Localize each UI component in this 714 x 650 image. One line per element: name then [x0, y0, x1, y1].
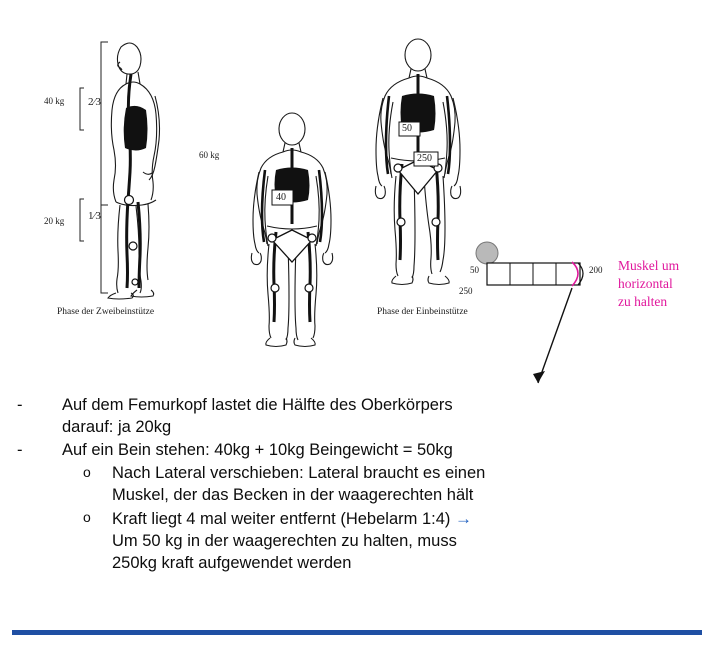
annotation-muskel-line2: horizontal [618, 276, 673, 291]
bullet-line1: Auf ein Bein stehen: 40kg + 10kg Beingewicht = 50kg [62, 440, 453, 459]
label-weight-top-left: 40 kg [44, 96, 65, 106]
sub-bullet-marker: o [83, 463, 91, 480]
annotation-muskel-line3: zu halten [618, 294, 668, 309]
label-right-figure-box-lower: 250 [417, 153, 432, 164]
bullet-item [0, 395, 714, 439]
figure-side-view [108, 43, 160, 299]
bullet-marker: - [17, 440, 23, 459]
arrow-icon: → [454, 508, 472, 528]
label-weight-bottom-left: 20 kg [44, 216, 65, 226]
bottom-rule [12, 630, 702, 635]
label-fraction-top: 2⁄3 [88, 96, 101, 108]
scale-bracket-icon [80, 42, 108, 293]
label-middle-figure-box: 40 [276, 192, 286, 203]
lever-diagram [476, 242, 583, 383]
label-weight-center: 60 kg [199, 150, 220, 160]
sub-bullet-item [0, 508, 714, 575]
notes-text-block [0, 395, 714, 576]
label-lever-left: 50 [470, 265, 479, 275]
label-right-figure-box-upper: 50 [402, 123, 412, 134]
sub-bullet-line2: Um 50 kg in der waagerechten zu halten, muss [112, 531, 457, 550]
bullet-marker: - [17, 396, 23, 414]
figure-front-view-two-legs [251, 113, 332, 347]
bullet-line1: Auf dem Femurkopf lastet die Hälfte des Oberkörpers [62, 396, 453, 414]
sub-bullet-marker: o [83, 508, 91, 525]
caption-right: Phase der Einbeinstütze [377, 307, 468, 317]
label-fraction-bottom: 1⁄3 [88, 210, 101, 222]
sub-bullet-item [0, 463, 714, 507]
label-lever-right: 200 [589, 265, 603, 275]
bullet-line2: darauf: ja 20kg [62, 417, 172, 436]
sub-bullet-line1: Kraft liegt 4 mal weiter entfernt (Hebelarm 1:4) [112, 509, 455, 528]
sub-bullet-line1: Nach Lateral verschieben: Lateral braucht es einen [112, 463, 486, 482]
annotation-muskel-line1: Muskel um [618, 258, 680, 273]
bullet-item [0, 440, 714, 462]
label-lever-lower: 250 [459, 286, 473, 296]
caption-left: Phase der Zweibeinstütze [57, 307, 155, 317]
sub-bullet-line3: 250kg kraft aufgewendet werden [112, 553, 352, 572]
sub-bullet-line2: Muskel, der das Becken in der waagerechten hält [112, 485, 474, 504]
